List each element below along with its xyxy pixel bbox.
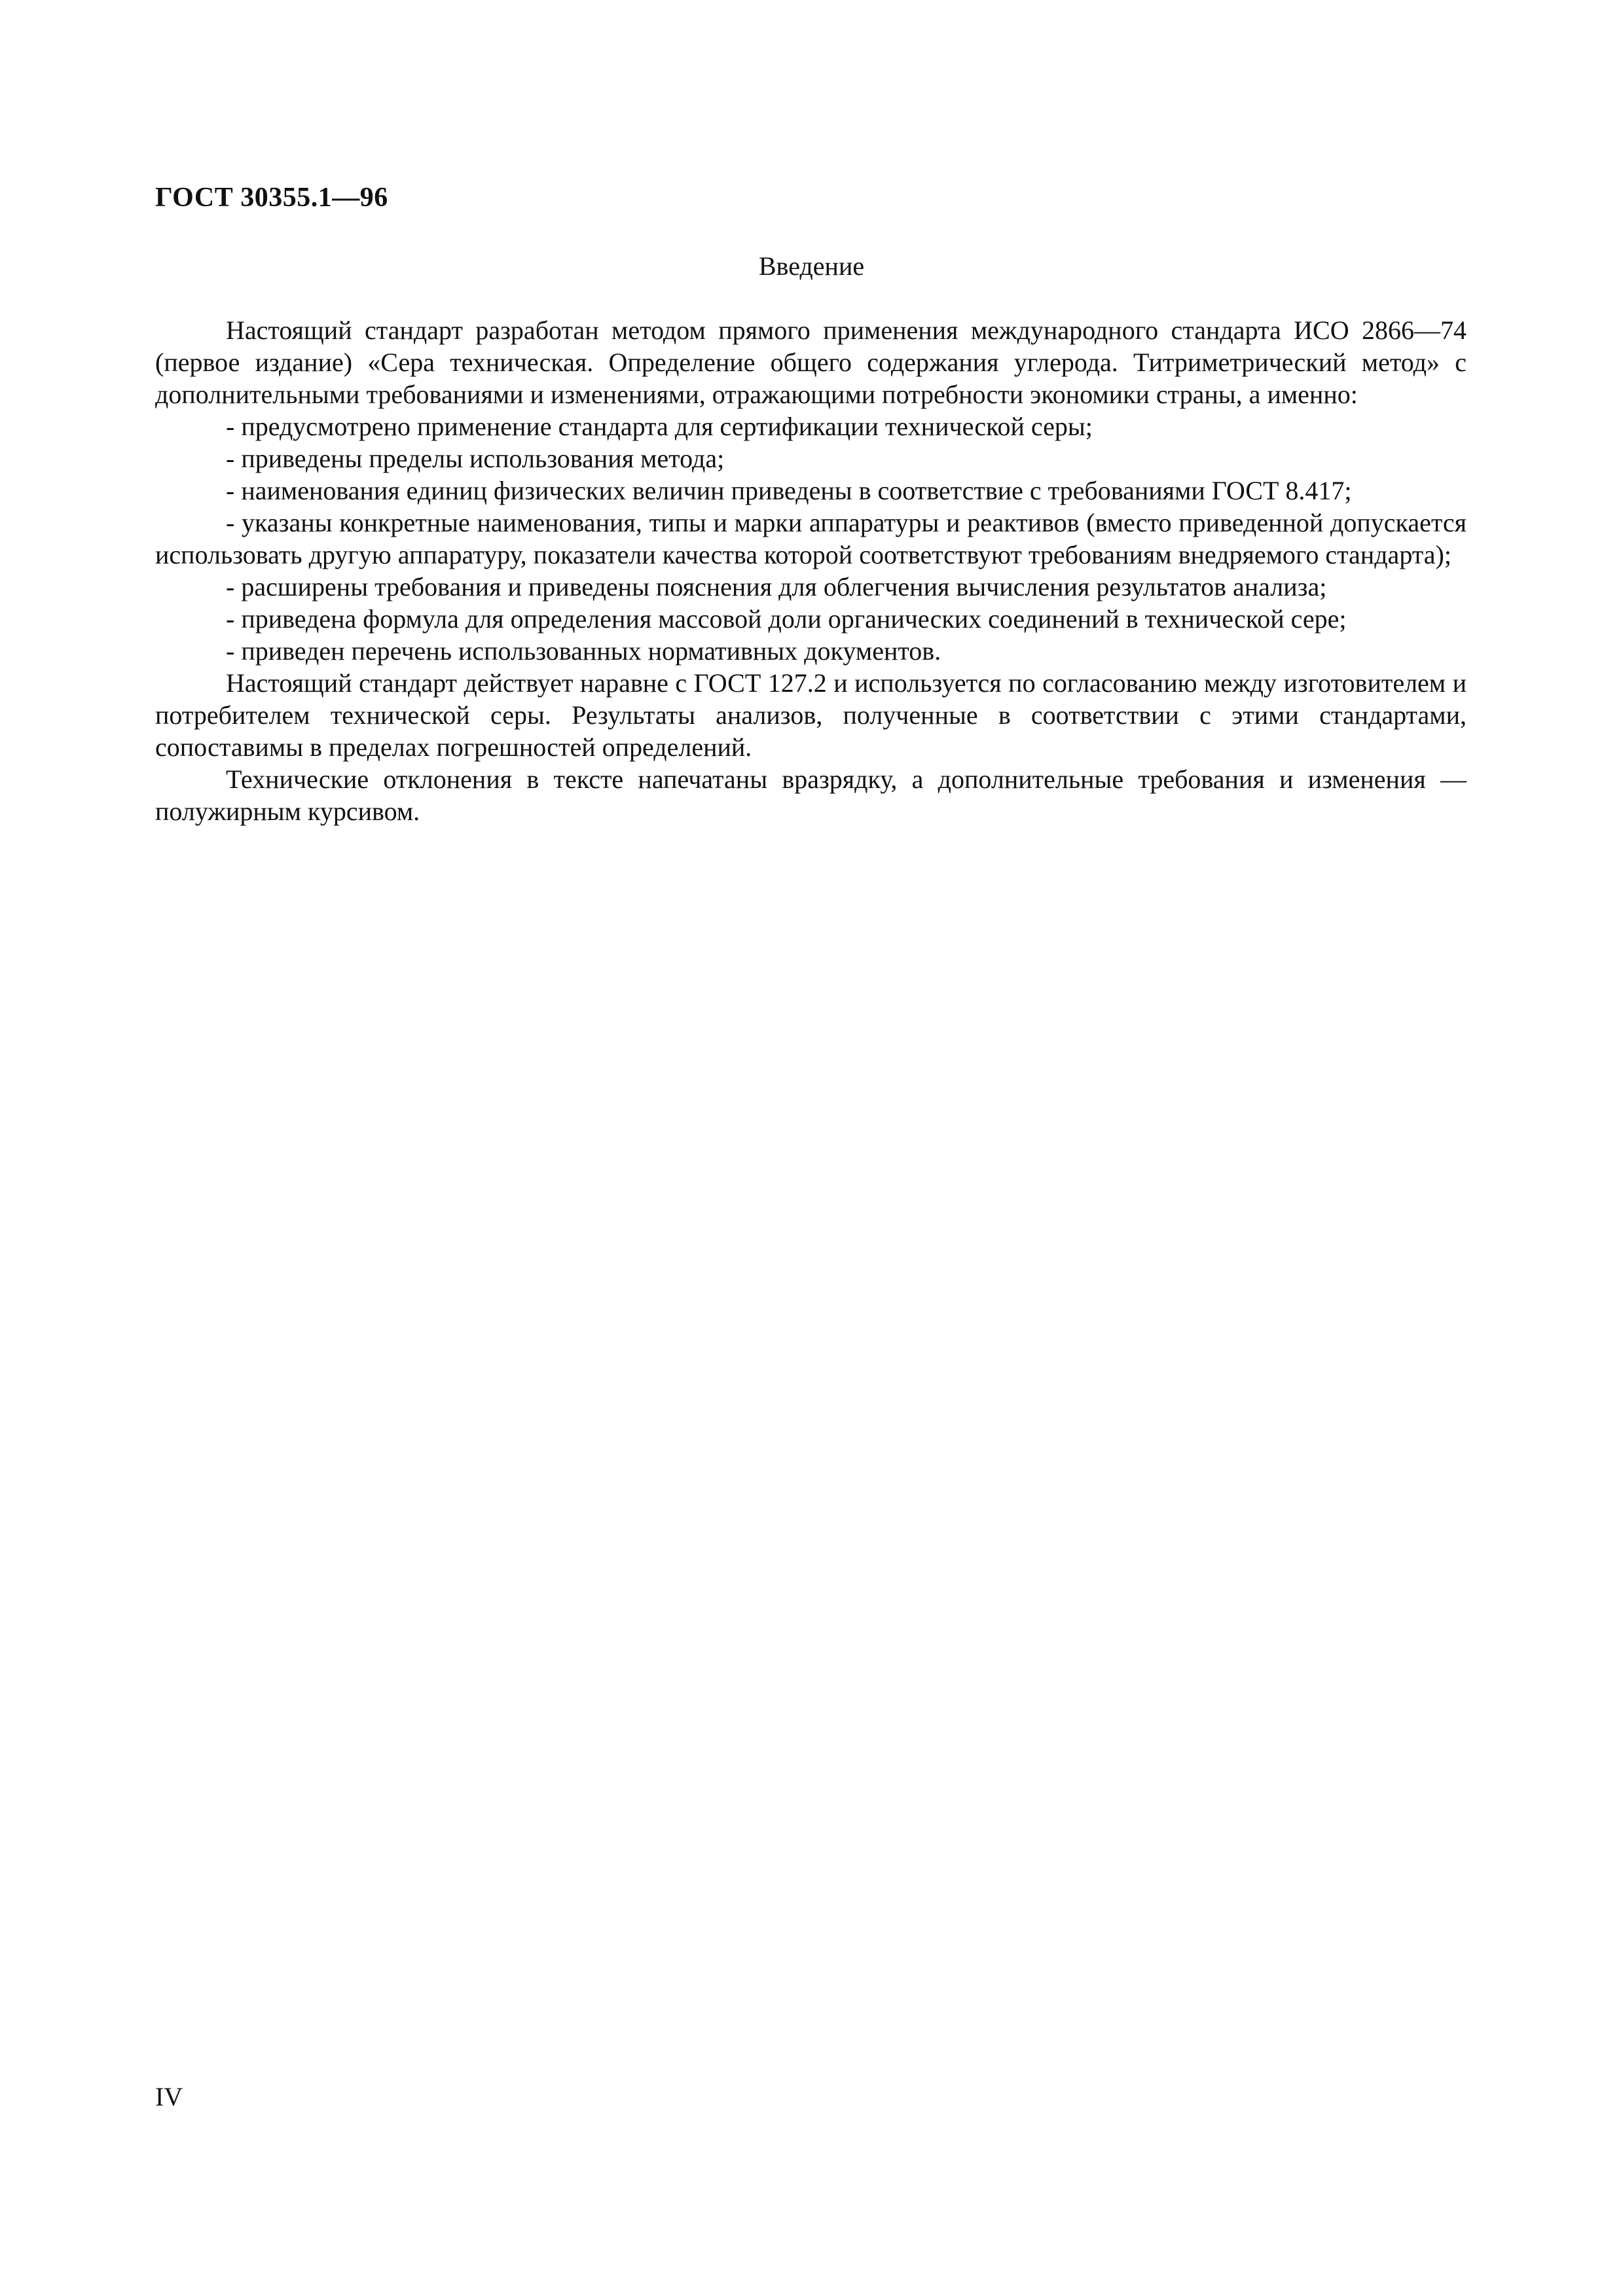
list-item-apparatus: - указаны конкретные наименования, типы и марки аппаратуры и реактивов (вместо приведенной допускается использовать другую аппаратуру, показатели качества которой соответствуют требованиям внедряемого стандарта); (155, 508, 1467, 569)
list-item-requirements: - расширены требования и приведены пояснения для облегчения вычисления результатов анализа; (226, 572, 1327, 601)
list-item-units: - наименования единиц физических величин приведены в соответствие с требованиями ГОСТ 8.417; (226, 476, 1352, 505)
introduction-body (155, 314, 1467, 827)
paragraph-typography-note: Технические отклонения в тексте напечатаны вразрядку, а дополнительные требования и изменения — полужирным курсивом. (155, 764, 1467, 826)
list-item-limits: - приведены пределы использования метода; (226, 444, 725, 473)
paragraph-intro: Настоящий стандарт разработан методом прямого применения международного стандарта ИСО 2866—74 (первое издание) «Сера техническая. Определение общего содержания углерода. Титриметрический метод» с дополнительными требованиями и изменениями, отражающими потребности экономики страны, а именно: (155, 315, 1467, 409)
page-number: IV (155, 2082, 183, 2111)
list-item-certification: - предусмотрено применение стандарта для сертификации технической серы; (226, 412, 1093, 441)
section-title: Введение (758, 251, 865, 281)
list-item-references: - приведен перечень использованных нормативных документов. (226, 636, 941, 666)
paragraph-equivalence: Настоящий стандарт действует наравне с ГОСТ 127.2 и используется по согласованию между изготовителем и потребителем технической серы. Результаты анализов, полученные в соответствии с этими стандартами, сопоставимы в пределах погрешностей определений. (155, 668, 1467, 762)
document-code: ГОСТ 30355.1—96 (155, 183, 388, 213)
list-item-formula: - приведена формула для определения массовой доли органических соединений в технической сере; (226, 604, 1347, 634)
